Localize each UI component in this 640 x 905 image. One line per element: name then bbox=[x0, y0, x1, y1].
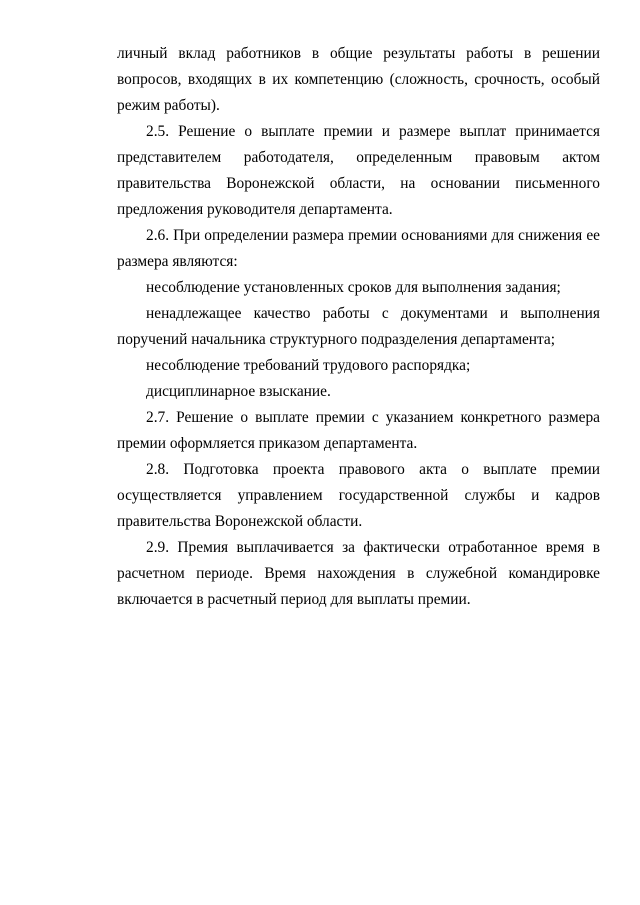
list-item-disciplinary: дисциплинарное взыскание. bbox=[146, 383, 331, 400]
paragraph-personal-contribution: личный вклад работников в общие результаты работы в решении вопросов, входящих в их компетенцию (сложность, срочность, особый режим работы). bbox=[117, 45, 600, 114]
paragraph-2-7: 2.7. Решение о выплате премии с указанием конкретного размера премии оформляется приказом департамента. bbox=[117, 409, 600, 452]
paragraph-2-5: 2.5. Решение о выплате премии и размере выплат принимается представителем работодателя, определенным правовым актом правительства Воронежской области, на основании письменного предложения руководителя департамента. bbox=[117, 123, 600, 218]
list-item-deadlines: несоблюдение установленных сроков для выполнения задания; bbox=[146, 279, 561, 296]
document-body bbox=[117, 41, 600, 613]
list-item-quality: ненадлежащее качество работы с документами и выполнения поручений начальника структурного подразделения департамента; bbox=[117, 305, 600, 348]
list-item-work-schedule: несоблюдение требований трудового распорядка; bbox=[146, 357, 471, 374]
paragraph-2-6: 2.6. При определении размера премии основаниями для снижения ее размера являются: bbox=[117, 227, 600, 270]
paragraph-2-8: 2.8. Подготовка проекта правового акта о выплате премии осуществляется управлением государственной службы и кадров правительства Воронежской области. bbox=[117, 461, 600, 530]
paragraph-2-9: 2.9. Премия выплачивается за фактически отработанное время в расчетном периоде. Время нахождения в служебной командировке включается в расчетный период для выплаты премии. bbox=[117, 539, 600, 608]
